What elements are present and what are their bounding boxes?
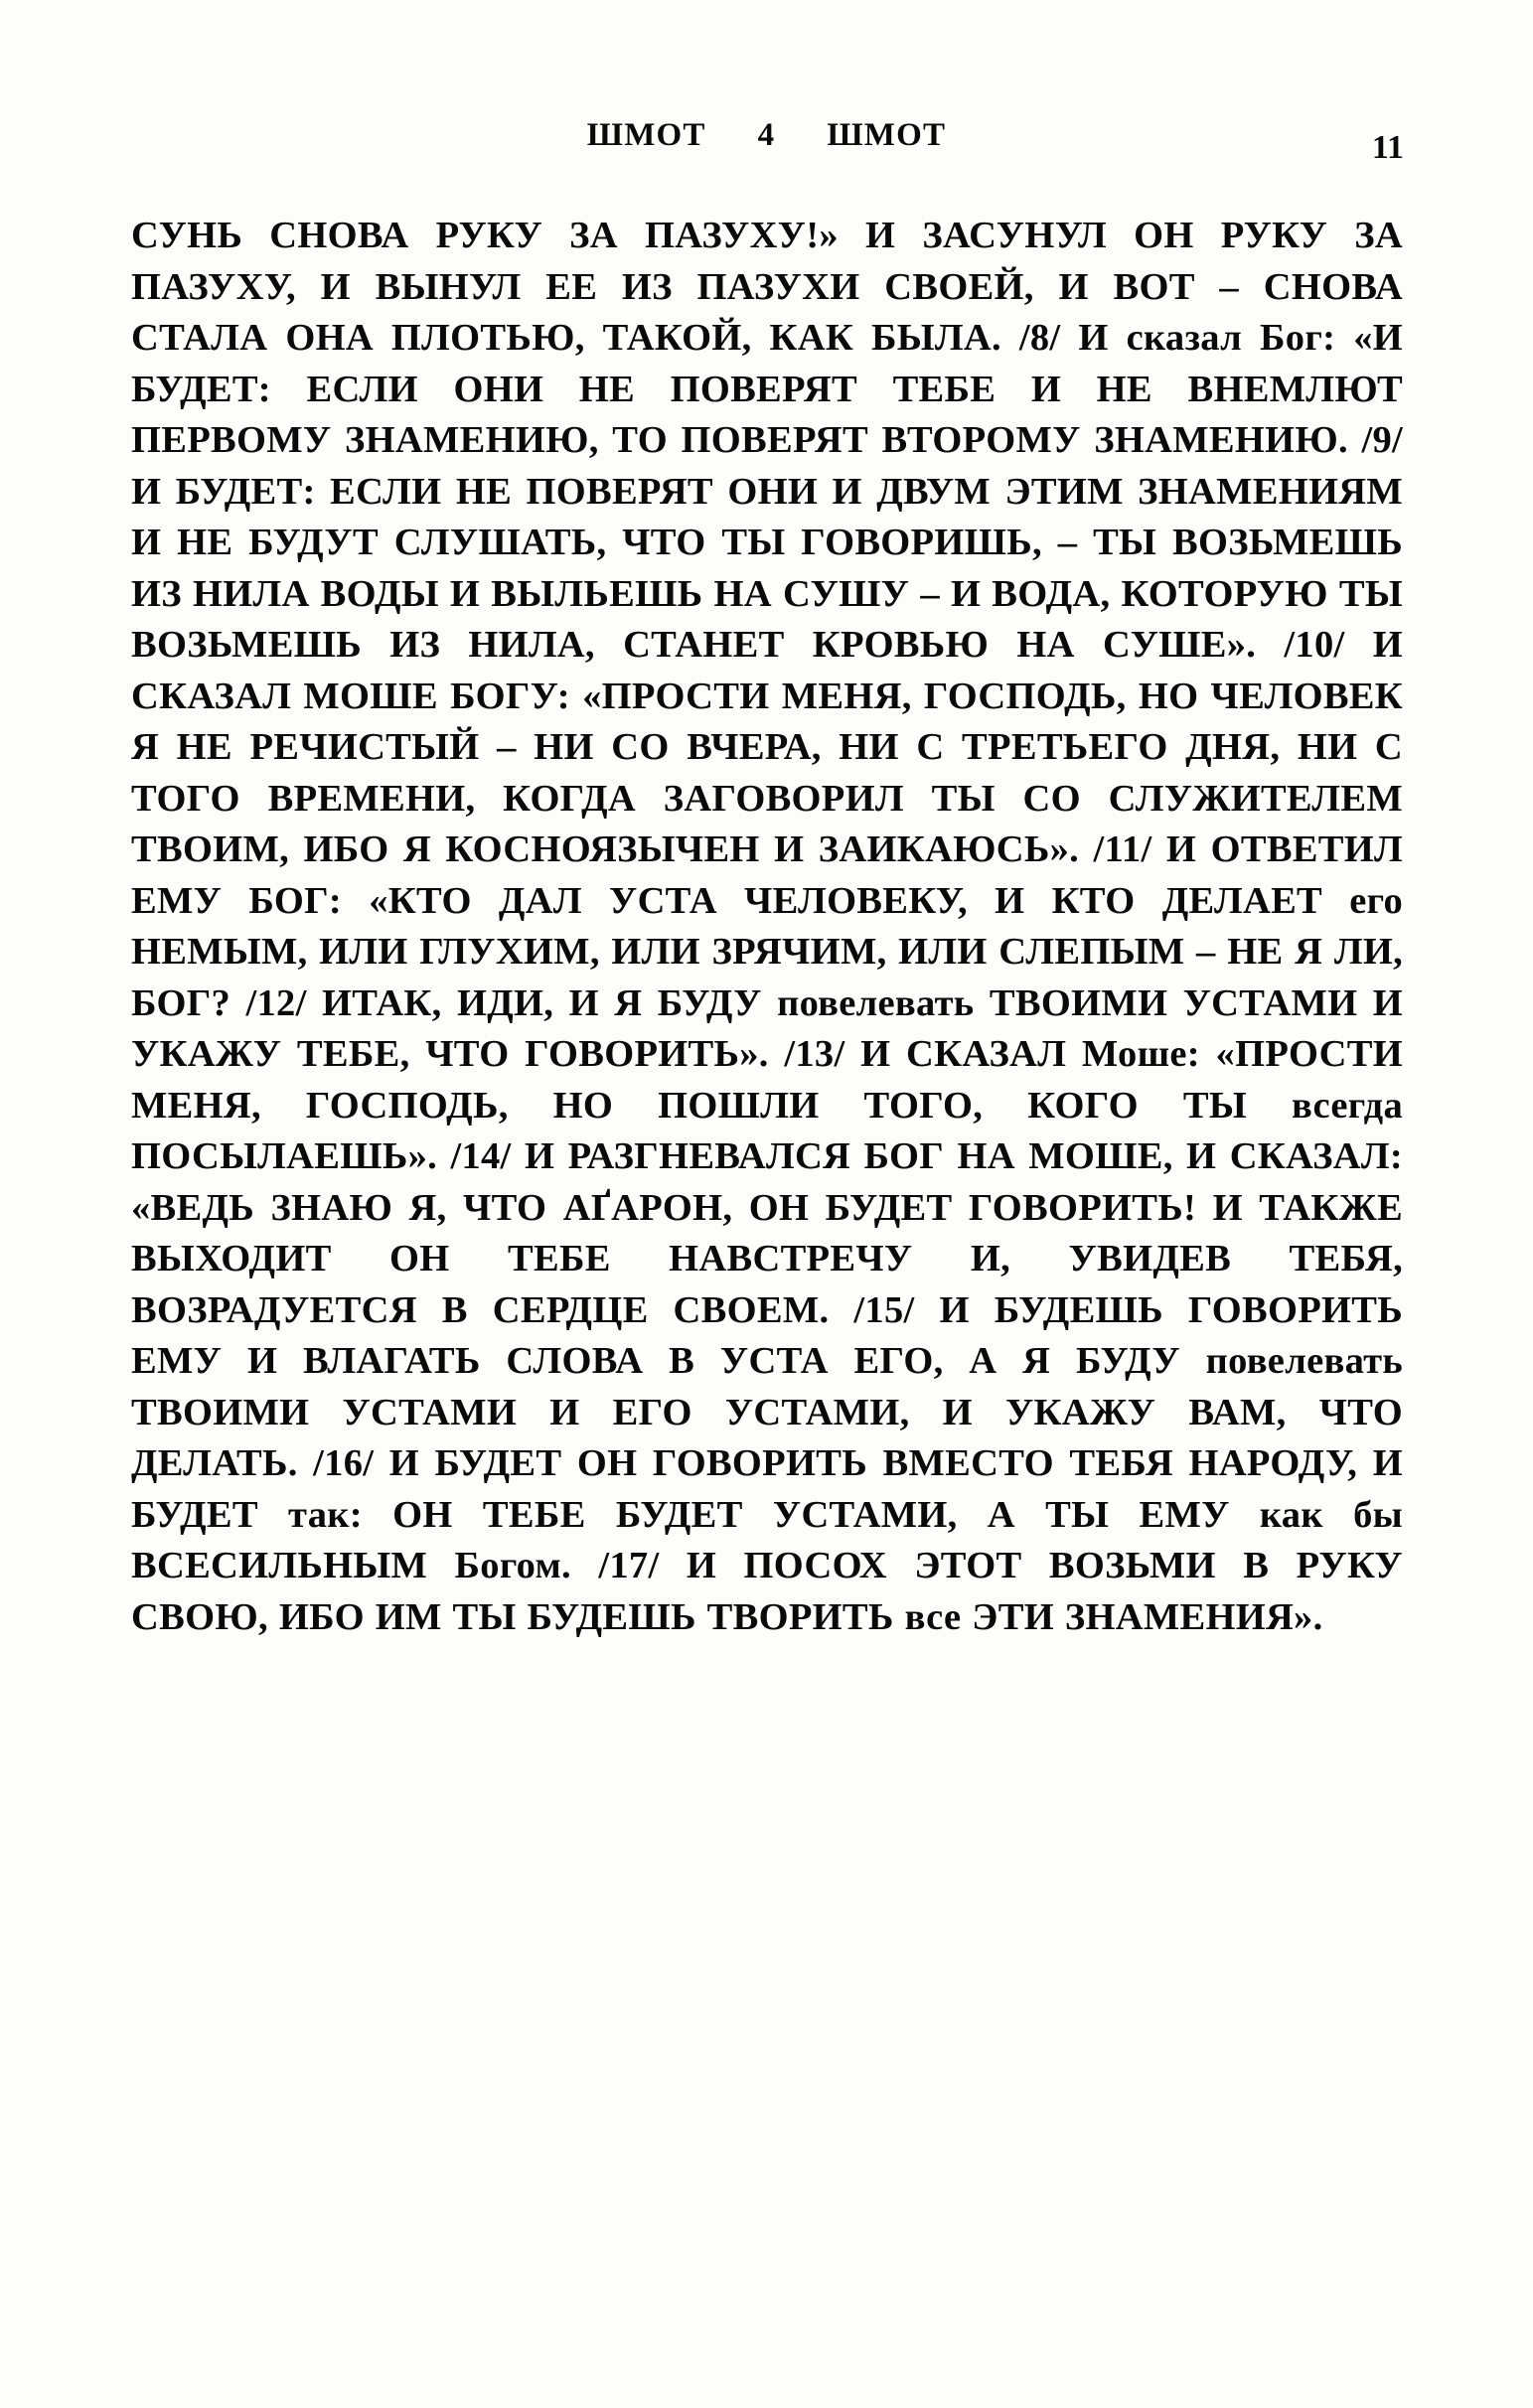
header-running-title bbox=[587, 117, 946, 154]
scripture-body-text: СУНЬ СНОВА РУКУ ЗА ПАЗУХУ!» И ЗАСУНУЛ ОН РУКУ ЗА ПАЗУХУ, И ВЫНУЛ ЕЕ ИЗ ПАЗУХИ СВОЕЙ, И ВОТ – СНОВА СТАЛА ОНА ПЛОТЬЮ, ТАКОЙ, КАК БЫЛА. /8/ И сказал Бог: «И БУДЕТ: ЕСЛИ ОНИ НЕ ПОВЕРЯТ ТЕБЕ И НЕ ВНЕМЛЮТ ПЕРВОМУ ЗНАМЕНИЮ, ТО ПОВЕРЯТ ВТОРОМУ ЗНАМЕНИЮ. /9/ И БУДЕТ: ЕСЛИ НЕ ПОВЕРЯТ ОНИ И ДВУМ ЭТИМ ЗНАМЕНИЯМ И НЕ БУДУТ СЛУШАТЬ, ЧТО ТЫ ГОВОРИШЬ, – ТЫ ВОЗЬМЕШЬ ИЗ НИЛА ВОДЫ И ВЫЛЬЕШЬ НА СУШУ – И ВОДА, КОТОРУЮ ТЫ ВОЗЬМЕШЬ ИЗ НИЛА, СТАНЕТ КРОВЬЮ НА СУШЕ». /10/ И СКАЗАЛ МОШЕ БОГУ: «ПРОСТИ МЕНЯ, ГОСПОДЬ, НО ЧЕЛОВЕК Я НЕ РЕЧИСТЫЙ – НИ СО ВЧЕРА, НИ С ТРЕТЬЕГО ДНЯ, НИ С ТОГО ВРЕМЕНИ, КОГДА ЗАГОВОРИЛ ТЫ СО СЛУЖИТЕЛЕМ ТВОИМ, ИБО Я КОСНОЯЗЫЧЕН И ЗАИКАЮСЬ». /11/ И ОТВЕТИЛ ЕМУ БОГ: «КТО ДАЛ УСТА ЧЕЛОВЕКУ, И КТО ДЕЛАЕТ его НЕМЫМ, ИЛИ ГЛУХИМ, ИЛИ ЗРЯЧИМ, ИЛИ СЛЕПЫМ – НЕ Я ЛИ, БОГ? /12/ ИТАК, ИДИ, И Я БУДУ повелевать ТВОИМИ УСТАМИ И УКАЖУ ТЕБЕ, ЧТО ГОВОРИТЬ». /13/ И СКАЗАЛ Моше: «ПРОСТИ МЕНЯ, ГОСПОДЬ, НО ПОШЛИ ТОГО, КОГО ТЫ всегда ПОСЫЛАЕШЬ». /14/ И РАЗГНЕВАЛСЯ БОГ НА МОШЕ, И СКАЗАЛ: «ВЕДЬ ЗНАЮ Я, ЧТО АҐАРОН, ОН БУДЕТ ГОВОРИТЬ! И ТАКЖЕ ВЫХОДИТ ОН ТЕБЕ НАВСТРЕЧУ И, УВИДЕВ ТЕБЯ, ВОЗРАДУЕТСЯ В СЕРДЦЕ СВОЕМ. /15/ И БУДЕШЬ ГОВОРИТЬ ЕМУ И ВЛАГАТЬ СЛОВА В УСТА ЕГО, А Я БУДУ повелевать ТВОИМИ УСТАМИ И ЕГО УСТАМИ, И УКАЖУ ВАМ, ЧТО ДЕЛАТЬ. /16/ И БУДЕТ ОН ГОВОРИТЬ ВМЕСТО ТЕБЯ НАРОДУ, И БУДЕТ так: ОН ТЕБЕ БУДЕТ УСТАМИ, А ТЫ ЕМУ как бы ВСЕСИЛЬНЫМ Богом. /17/ И ПОСОХ ЭТОТ ВОЗЬМИ В РУКУ СВОЮ, ИБО ИМ ТЫ БУДЕШЬ ТВОРИТЬ все ЭТИ ЗНАМЕНИЯ». bbox=[131, 215, 1403, 1638]
header-right-title: ШМОТ bbox=[827, 117, 947, 153]
page-number: 11 bbox=[1371, 129, 1404, 166]
header-chapter-number: 4 bbox=[757, 117, 776, 153]
page-header bbox=[129, 117, 1404, 167]
header-left-title: ШМОТ bbox=[586, 117, 706, 153]
